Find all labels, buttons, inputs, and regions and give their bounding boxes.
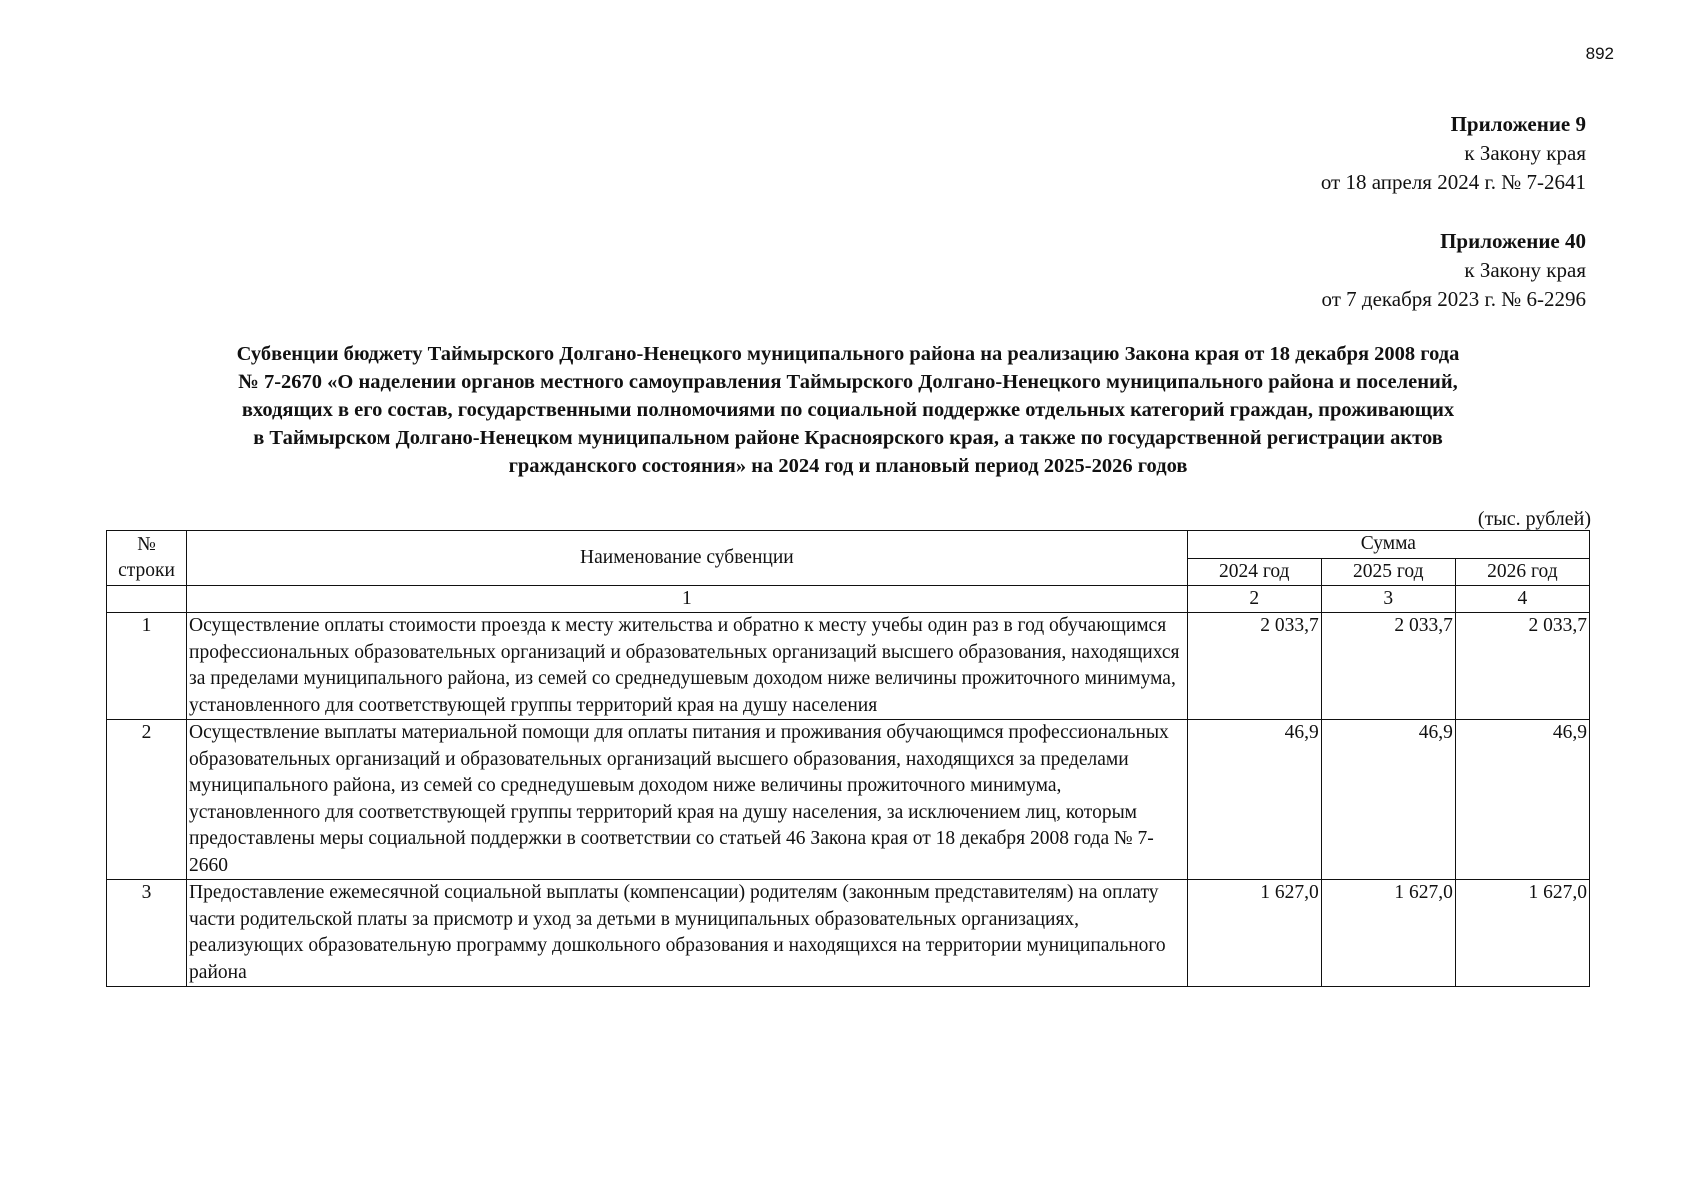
appendix-title: Приложение 9 [1450,112,1586,136]
appendix-law-ref: к Закону края [1464,258,1586,282]
amount-2025: 2 033,7 [1321,613,1455,720]
amount-2025: 1 627,0 [1321,880,1455,987]
column-index: 1 [187,586,1188,613]
row-number: 3 [107,880,187,987]
page-number: 892 [1585,44,1614,63]
appendix-law-date: от 7 декабря 2023 г. № 6-2296 [1321,287,1586,311]
row-number: 1 [107,613,187,720]
subvention-name: Осуществление выплаты материальной помощи для оплаты питания и проживания обучающимся профессиональных образовательных организаций и образовательных организаций высшего образования, находящихся за пределами муниципального района, из семей со среднедушевым доходом ниже величины прожиточного минимума, установленного для соответствующей группы территорий края на душу населения, за исключением лиц, которым предоставлены меры социальной поддержки в соответствии со статьей 46 Закона края от 18 декабря 2008 года № 7-2660 [187,720,1188,880]
title-line: входящих в его состав, государственными полномочиями по социальной поддержке отдельных категорий граждан, проживающих [241,399,1455,421]
units-label: (тыс. рублей) [1477,508,1591,530]
appendix-law-ref: к Закону края [1464,141,1586,165]
table-row [107,880,1590,987]
appendix-law-date: от 18 апреля 2024 г. № 7-2641 [1320,170,1586,194]
header-subvention-name: Наименование субвенции [187,531,1188,586]
header-row-number: № строки [107,531,187,586]
amount-2025: 46,9 [1321,720,1455,880]
header-year-2026: 2026 год [1455,558,1589,586]
header-year-2025: 2025 год [1321,558,1455,586]
amount-2024: 1 627,0 [1187,880,1321,987]
header-year-2024: 2024 год [1187,558,1321,586]
amount-2024: 2 033,7 [1187,613,1321,720]
column-index-row [107,586,1590,613]
title-line: Субвенции бюджету Таймырского Долгано-Ненецкого муниципального района на реализацию Закона края от 18 декабря 2008 года [236,343,1460,365]
appendix-title: Приложение 40 [1440,229,1586,253]
amount-2026: 2 033,7 [1455,613,1589,720]
column-index: 4 [1455,586,1589,613]
column-index: 2 [1187,586,1321,613]
table-row [107,613,1590,720]
title-line: гражданского состояния» на 2024 год и плановый период 2025-2026 годов [508,455,1188,477]
column-index [107,586,187,613]
amount-2026: 1 627,0 [1455,880,1589,987]
subvention-name: Осуществление оплаты стоимости проезда к месту жительства и обратно к месту учебы один раз в год обучающимся профессиональных образовательных организаций и образовательных организаций высшего образования, находящихся за пределами муниципального района, из семей со среднедушевым доходом ниже величины прожиточного минимума, установленного для соответствующей группы территорий края на душу населения [187,613,1188,720]
title-line: в Таймырском Долгано-Ненецком муниципальном районе Красноярского края, а также по государственной регистрации актов [253,427,1443,449]
amount-2024: 46,9 [1187,720,1321,880]
appendix-40-header [1322,227,1586,314]
appendix-9-header [1321,110,1586,197]
amount-2026: 46,9 [1455,720,1589,880]
subventions-table [106,530,1590,987]
header-sum: Сумма [1187,531,1589,559]
row-number: 2 [107,720,187,880]
table-row [107,720,1590,880]
title-line: № 7-2670 «О наделении органов местного самоуправления Таймырского Долгано-Ненецкого муниципального района и поселений, [238,371,1458,393]
column-index: 3 [1321,586,1455,613]
document-title [108,340,1588,480]
subvention-name: Предоставление ежемесячной социальной выплаты (компенсации) родителям (законным представителям) на оплату части родительской платы за присмотр и уход за детьми в муниципальных образовательных организациях, реализующих образовательную программу дошкольного образования и находящихся на территории муниципального района [187,880,1188,987]
